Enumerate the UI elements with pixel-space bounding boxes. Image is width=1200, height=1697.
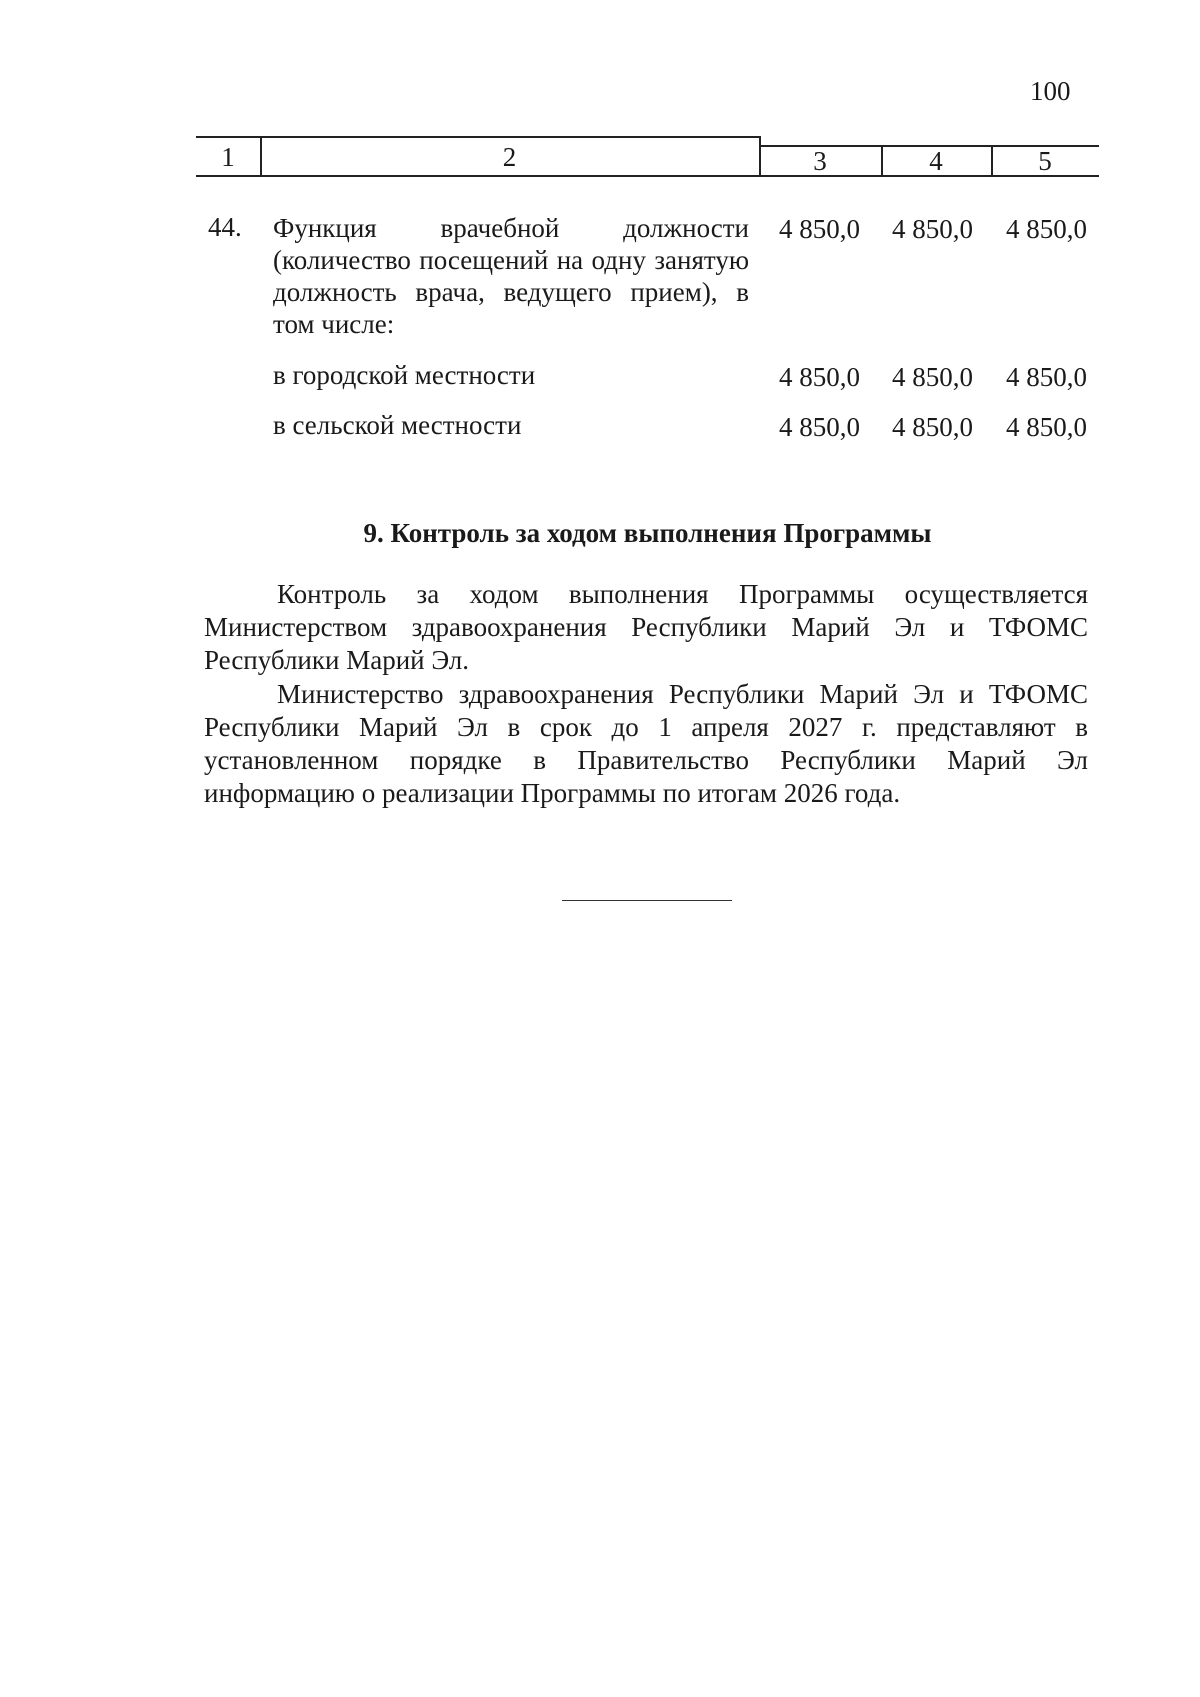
section-heading: 9. Контроль за ходом выполнения Программы bbox=[363, 518, 932, 548]
header-cell-2: 2 bbox=[502, 142, 517, 172]
row-value-col4: 4 850,0 bbox=[892, 412, 973, 442]
header-cell-5: 5 bbox=[1038, 146, 1052, 176]
row-label: Функция врачебной должности (количество посещений на одну занятую должность врача, ведущего прием), в том числе: bbox=[273, 213, 749, 339]
table-header-row bbox=[196, 136, 1099, 177]
row-value-col3: 4 850,0 bbox=[779, 412, 860, 442]
row-value-col5: 4 850,0 bbox=[1006, 362, 1087, 392]
end-of-section-rule bbox=[562, 900, 732, 901]
paragraph: Контроль за ходом выполнения Программы осуществляется Министерством здравоохранения Республики Марий Эл и ТФОМС Республики Марий Эл. bbox=[204, 579, 1088, 675]
page-number: 100 bbox=[1030, 76, 1071, 106]
row-label: в сельской местности bbox=[273, 410, 522, 440]
paragraph: Министерство здравоохранения Республики Марий Эл и ТФОМС Республики Марий Эл в срок до 1 апреля 2027 г. представляют в установленном порядке в Правительство Республики Марий Эл информацию о реализации Программы по итогам 2026 года. bbox=[204, 679, 1088, 808]
row-value-col3: 4 850,0 bbox=[779, 214, 860, 244]
row-number: 44. bbox=[208, 212, 242, 242]
row-value-col4: 4 850,0 bbox=[892, 214, 973, 244]
row-value-col3: 4 850,0 bbox=[779, 362, 860, 392]
row-value-col5: 4 850,0 bbox=[1006, 412, 1087, 442]
header-top-rule bbox=[196, 136, 759, 138]
header-cell-1: 1 bbox=[221, 142, 235, 172]
header-cell-3: 3 bbox=[813, 146, 827, 176]
row-value-col5: 4 850,0 bbox=[1006, 214, 1087, 244]
header-cell-4: 4 bbox=[929, 146, 943, 176]
row-value-col4: 4 850,0 bbox=[892, 362, 973, 392]
row-label: в городской местности bbox=[273, 360, 536, 390]
